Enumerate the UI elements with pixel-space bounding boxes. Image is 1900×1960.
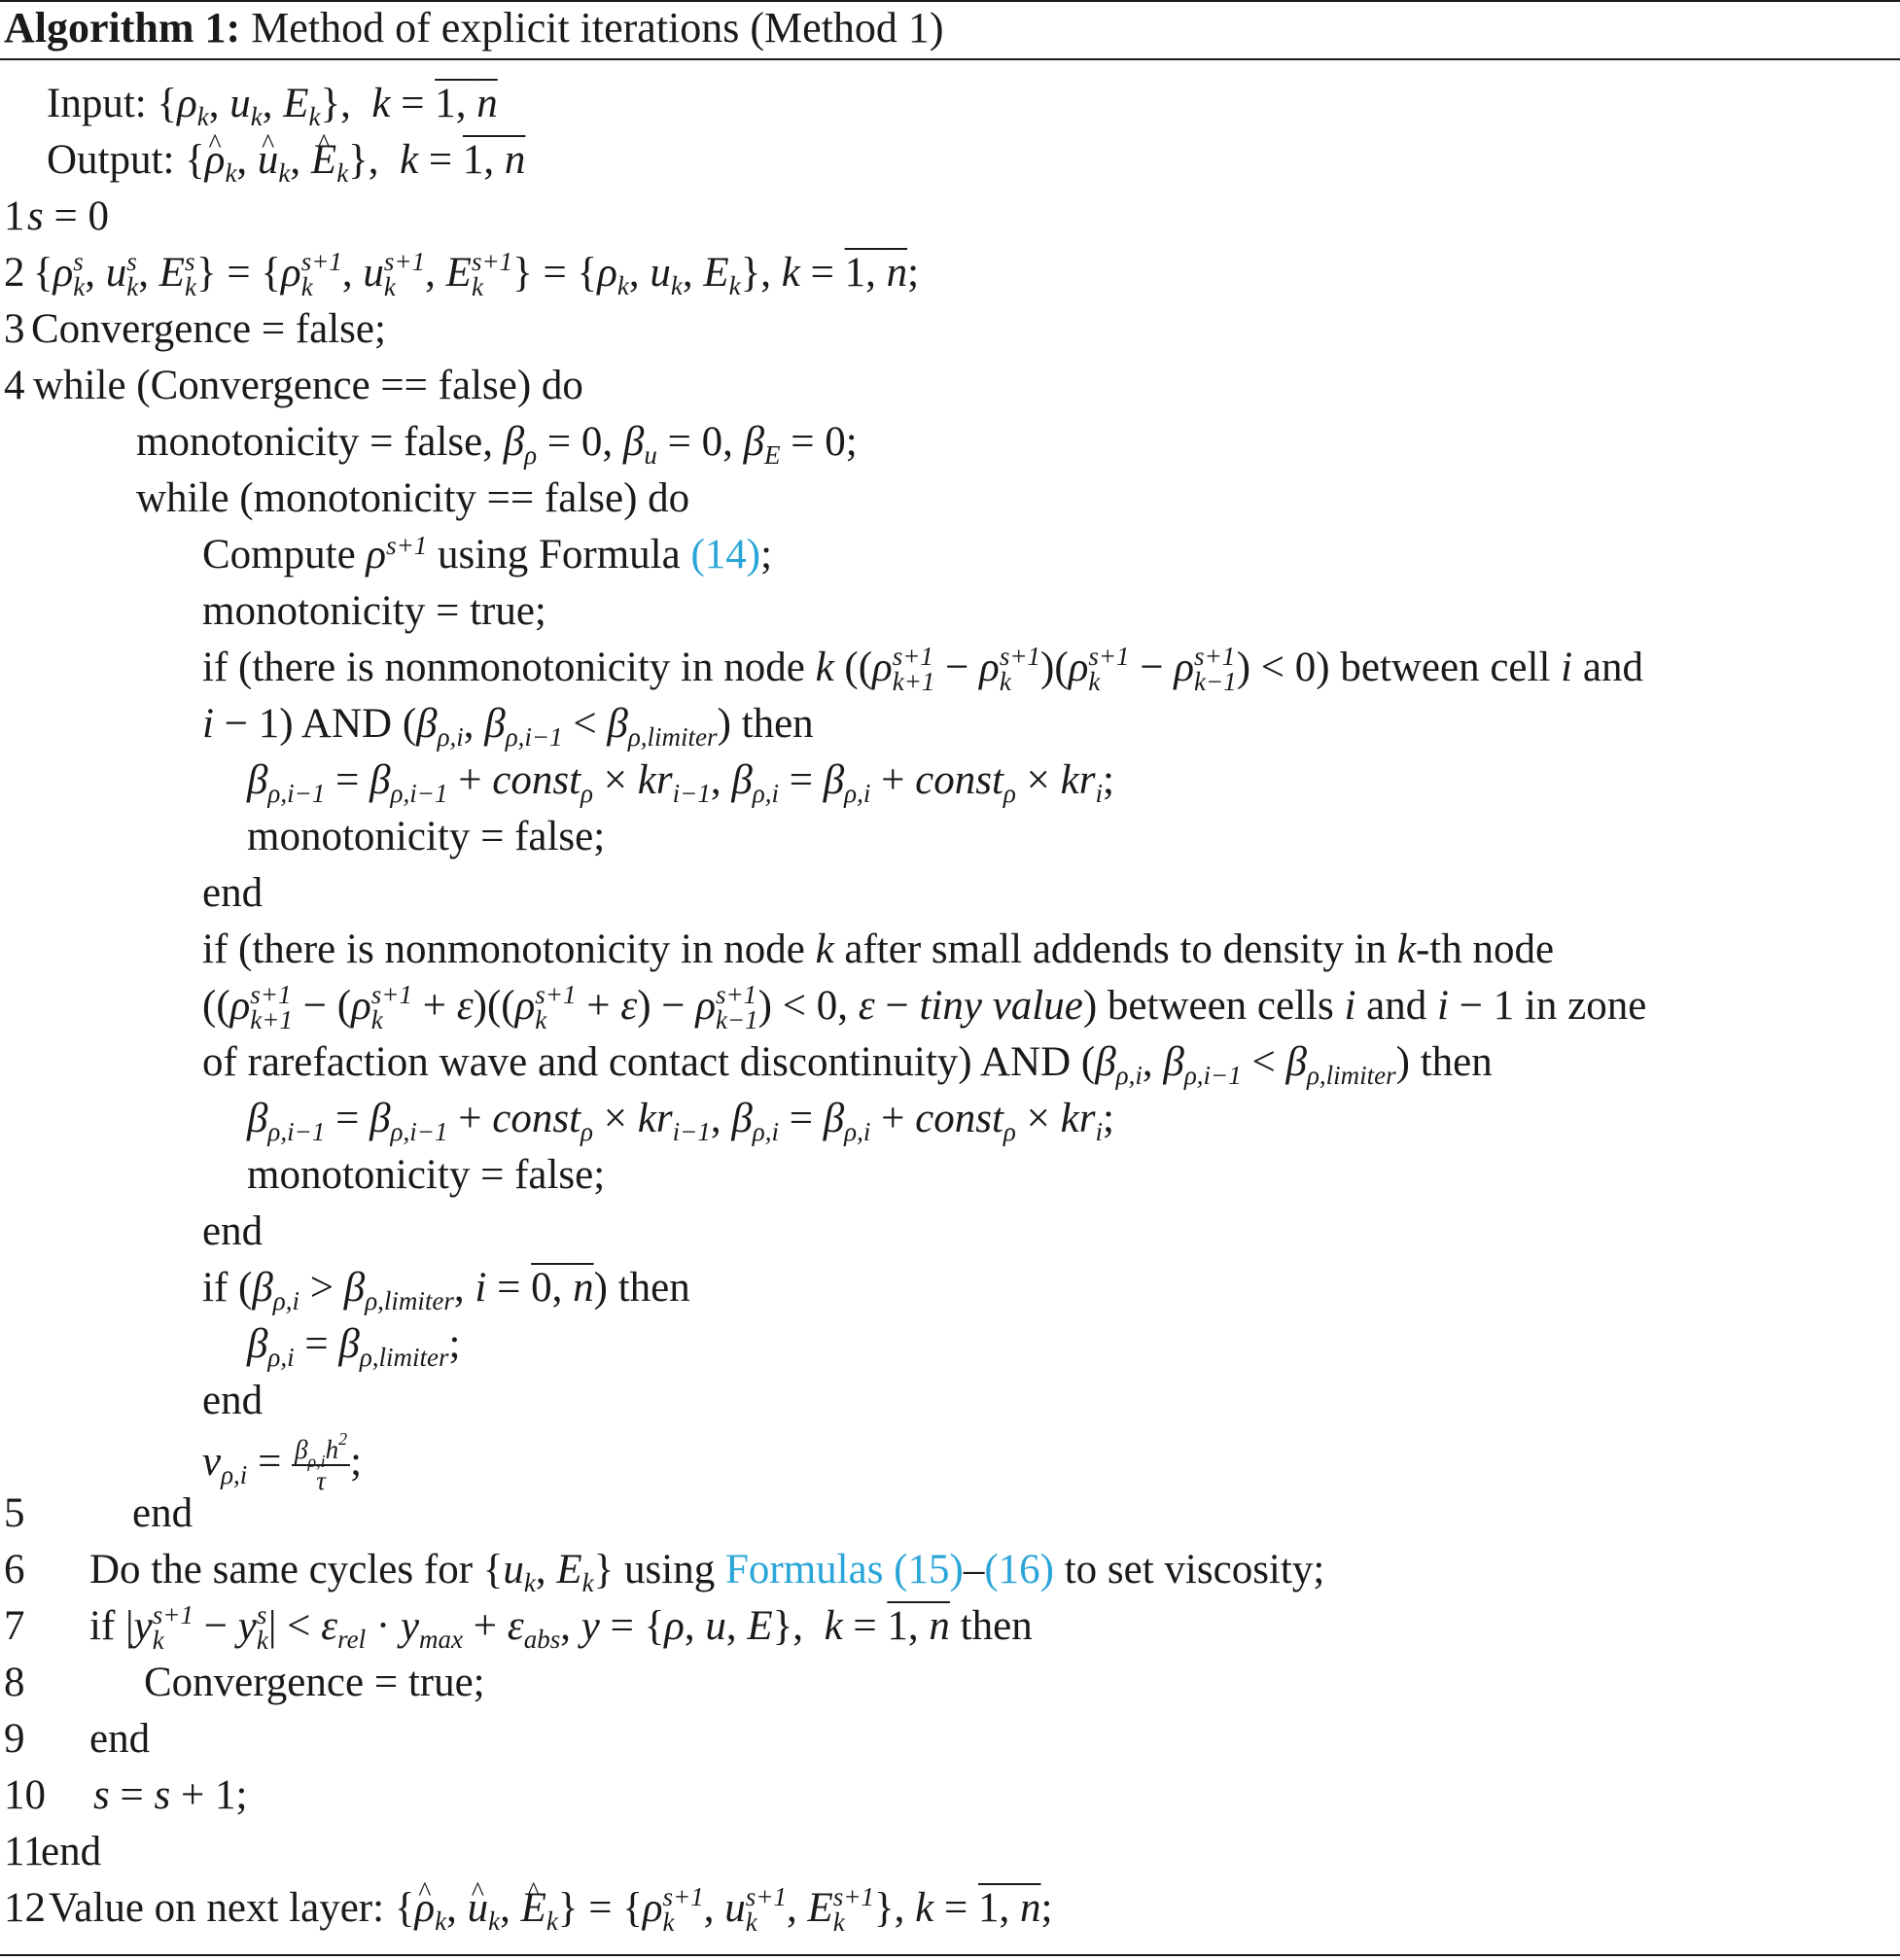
line-number: 4 — [4, 363, 25, 408]
if2-line-b: ((ρ s+1 k+1 − (ρ s+1 k + ε)((ρ s+1 k + ε) − ρ s+1 k−1 ) < 0, ε − tiny value) between cells i and i − 1 in zone — [202, 980, 1647, 1034]
if2-end: end — [202, 1208, 264, 1254]
if2-update: $\beta_{\rho,i-1} = \beta_{\rho,i-1}$ + const$_\rho$ × $kr_{i-1}$, $\beta_{\rho,i} = \beta_{\rho,i}$ + const$_\rho$ × $kr_i$; — [247, 1096, 1114, 1146]
line-number: 11 — [4, 1829, 45, 1874]
step-7: if |y s+1 k − y s k | < $\varepsilon_{rel} \cdot y_{max} + \varepsilon_{abs}$, y = {ρ, u, E}, k = 1, n then — [89, 1600, 1033, 1655]
caption-rule — [0, 58, 1900, 60]
algorithm-caption — [4, 4, 944, 52]
if3-assign: $\beta_{\rho,i} = \beta_{\rho,limiter}$; — [247, 1321, 461, 1372]
viscosity-line: $\nu_{\rho,i}$ = $\frac{\beta_{\rho,i}h^2}{\tau}$ ; — [202, 1429, 363, 1495]
step-3: Convergence = false; — [31, 306, 386, 352]
formulas-15-link[interactable]: Formulas (15) — [724, 1547, 964, 1592]
step-10: s = s + 1; — [93, 1772, 248, 1818]
mono-init: monotonicity = false, $\beta_\rho = 0$, $\beta_u = 0$, $\beta_E = 0$; — [136, 419, 858, 470]
if2-mono-false: monotonicity = false; — [247, 1152, 606, 1198]
top-rule — [0, 0, 1900, 2]
if1-line-b: i − 1) AND ($\beta_{\rho,i}$, $\beta_{\rho,i-1} < \beta_{\rho,limiter}$) then — [202, 701, 814, 752]
line-number: 9 — [4, 1716, 25, 1762]
line-number: 12 — [4, 1885, 46, 1931]
input-line: Input: {$\rho_k$, $u_k$, $E_k$}, k = 1, n — [47, 81, 498, 131]
bottom-rule — [0, 1954, 1900, 1956]
formulas-16-link[interactable]: (16) — [984, 1547, 1054, 1592]
if2-line-c: of rarefaction wave and contact discontinuity) AND ($\beta_{\rho,i}$, $\beta_{\rho,i-1} < \beta_{\rho,limiter}$) then — [202, 1039, 1493, 1090]
if1-line-a: if (there is nonmonotonicity in node k ((ρ s+1 k+1 − ρ s+1 k )(ρ s+1 k − ρ s+1 k−1 ) < 0) between cell i and — [202, 642, 1643, 696]
algorithm-title: Method of explicit iterations (Method 1) — [251, 4, 944, 52]
step-1: s = 0 — [27, 193, 109, 239]
compute-line: Compute $\rho^{s+1}$ using Formula (14); — [202, 531, 773, 578]
line-number: 7 — [4, 1603, 25, 1649]
line-number: 5 — [4, 1490, 25, 1536]
while-mono: while (monotonicity == false) do — [136, 475, 690, 521]
step-12: Value on next layer: {^ $\rho_k$, ^ $u_k$, ^ $E_k\} = \{\rho$ s+1 k , u s+1 k , E s+1 k }, k = 1, n; — [49, 1882, 1052, 1935]
algorithm-label: Algorithm 1: — [4, 4, 241, 52]
if3-line: if ($\beta_{\rho,i} > \beta_{\rho,limiter}$, i = 0, n) then — [202, 1265, 690, 1315]
line-number: 2 — [4, 250, 25, 296]
step-11: end — [41, 1829, 102, 1874]
if1-update: $\beta_{\rho,i-1} = \beta_{\rho,i-1}$ + const$_\rho$ × $kr_{i-1}$, $\beta_{\rho,i} = \beta_{\rho,i}$ + const$_\rho$ × $kr_i$; — [247, 757, 1114, 808]
if1-end: end — [202, 870, 264, 916]
step-5-end: end — [132, 1490, 194, 1536]
if3-end: end — [202, 1378, 264, 1423]
formula-14-link[interactable]: (14) — [690, 532, 761, 578]
step-9: end — [89, 1716, 151, 1762]
line-number: 1 — [4, 193, 25, 239]
line-number: 10 — [4, 1772, 46, 1818]
line-number: 8 — [4, 1660, 25, 1705]
output-line: Output: {^ $\rho_k$, ^ $u_k$, ^ $E_k$}, k = 1, n — [47, 134, 525, 187]
step-2: {ρ s k , u s k , E s k } = {ρ s+1 k , u s+1 k , E s+1 k } = {$\rho_k$, $u_k$, $E_k$}, k = 1, n; — [33, 247, 920, 301]
line-number: 3 — [4, 306, 25, 352]
step-6: Do the same cycles for {$u_k$, $E_k$} using Formulas (15)–(16) to set viscosity; — [89, 1547, 1325, 1597]
step-8: Convergence = true; — [144, 1660, 485, 1705]
if2-line-a: if (there is nonmonotonicity in node k after small addends to density in k-th node — [202, 927, 1555, 972]
step-4: while (Convergence == false) do — [33, 363, 583, 408]
mono-true: monotonicity = true; — [202, 588, 546, 634]
line-number: 6 — [4, 1547, 25, 1592]
if1-mono-false: monotonicity = false; — [247, 814, 606, 859]
